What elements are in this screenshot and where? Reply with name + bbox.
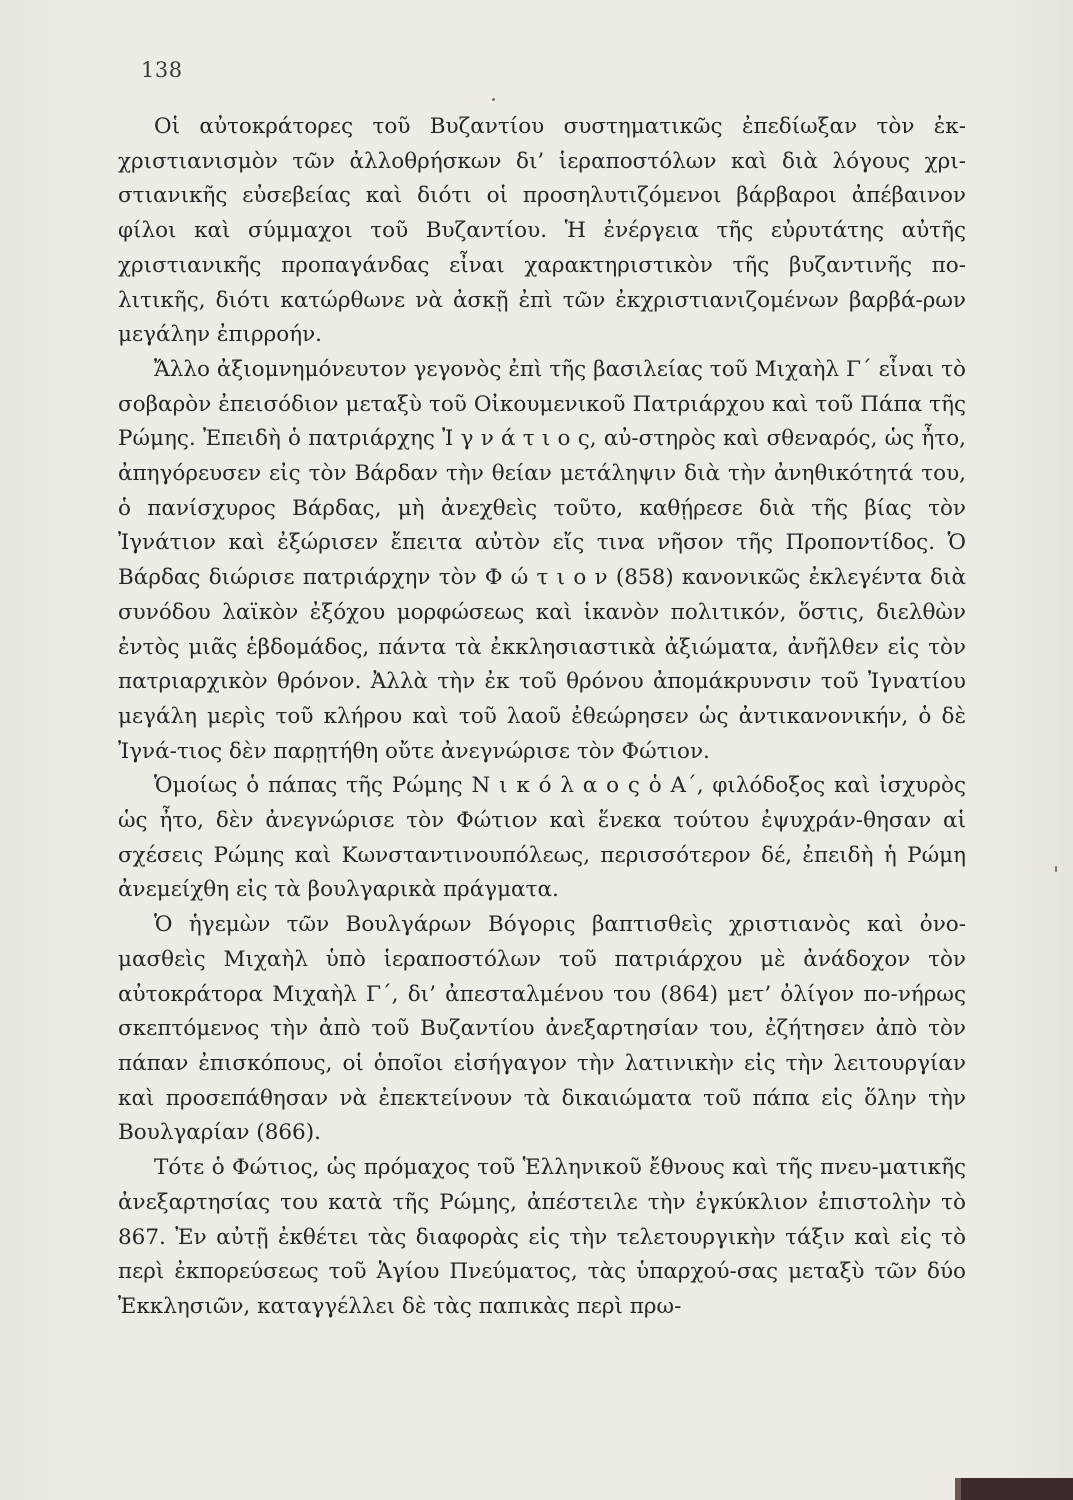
ink-speck [492, 98, 495, 101]
paragraph-byzantine-christianization: Οἱ αὐτοκράτορες τοῦ Βυζαντίου συστηματικῶς ἐπεδίωξαν τὸν ἐκ-χριστιανισμὸν τῶν ἀλλοθρήσκων δι’ ἱεραποστόλων καὶ διὰ λόγους χρι-στιανικῆς εὐσεβείας καὶ διότι οἱ προσηλυτιζόμενοι βάρβαροι ἀπέβαινον φίλοι καὶ σύμμαχοι τοῦ Βυζαντίου. Ἡ ἐνέργεια τῆς εὐρυτάτης αὐτῆς χριστιανικῆς προπαγάνδας εἶναι χαρακτηριστικὸν τῆς βυζαντινῆς πο-λιτικῆς, διότι κατώρθωνε νὰ ἀσκῇ ἐπὶ τῶν ἐκχριστιανιζομένων βαρβά-ρων μεγάλην ἐπιρροήν. [118, 114, 966, 348]
body-text [118, 110, 966, 1325]
page-number: 138 [141, 58, 183, 82]
paragraph-bulgarian-ruler: Ὁ ἡγεμὼν τῶν Βουλγάρων Βόγορις βαπτισθεὶς χριστιανὸς καὶ ὀνο-μασθεὶς Μιχαὴλ ὑπὸ ἱεραποστόλων τοῦ πατριάρχου μὲ ἀνάδοχον τὸν αὐτοκράτορα Μιχαὴλ Γ´, δι’ ἀπεσταλμένου του (864) μετ’ ὀλίγον πο-νήρως σκεπτόμενος τὴν ἀπὸ τοῦ Βυζαντίου ἀνεξαρτησίαν του, ἐζήτησεν ἀπὸ τὸν πάπαν ἐπισκόπους, οἱ ὁποῖοι εἰσήγαγον τὴν λατινικὴν εἰς τὴν λειτουργίαν καὶ προσεπάθησαν νὰ ἐπεκτείνουν τὰ δικαιώματα τοῦ πάπα εἰς ὅλην τὴν Βουλγαρίαν (866). [118, 912, 966, 1146]
scan-edge-bar [961, 1478, 1073, 1500]
paragraph-pope-nicholas: Ὁμοίως ὁ πάπας τῆς Ρώμης Ν ι κ ό λ α ο ς ὁ Α´, φιλόδοξος καὶ ἰσχυρὸς ὡς ἦτο, δὲν ἀνεγνώρισε τὸν Φώτιον καὶ ἕνεκα τούτου ἐψυχράν-θησαν αἱ σχέσεις Ρώμης καὶ Κωνσταντινουπόλεως, περισσότερον δέ, ἐπειδὴ ἡ Ρώμη ἀνεμείχθη εἰς τὰ βουλγαρικὰ πράγματα. [118, 773, 966, 903]
margin-mark [1055, 866, 1057, 872]
paragraph-encyclical: Τότε ὁ Φώτιος, ὡς πρόμαχος τοῦ Ἑλληνικοῦ ἔθνους καὶ τῆς πνευ-ματικῆς ἀνεξαρτησίας του κατὰ τῆς Ρώμης, ἀπέστειλε τὴν ἐγκύκλιον ἐπιστολὴν τὸ 867. Ἐν αὐτῇ ἐκθέτει τὰς διαφορὰς εἰς τὴν τελετουργικὴν τάξιν καὶ εἰς τὸ περὶ ἐκπορεύσεως τοῦ Ἁγίου Πνεύματος, τὰς ὑπαρχού-σας μεταξὺ τῶν δύο Ἐκκλησιῶν, καταγγέλλει δὲ τὰς παπικὰς περὶ πρω- [118, 1155, 966, 1319]
paragraph-ignatius-photius: Ἄλλο ἀξιομνημόνευτον γεγονὸς ἐπὶ τῆς βασιλείας τοῦ Μιχαὴλ Γ´ εἶναι τὸ σοβαρὸν ἐπεισόδιον μεταξὺ τοῦ Οἰκουμενικοῦ Πατριάρχου καὶ τοῦ Πάπα τῆς Ρώμης. Ἐπειδὴ ὁ πατριάρχης Ἰ γ ν ά τ ι ο ς, αὐ-στηρὸς καὶ σθεναρός, ὡς ἦτο, ἀπηγόρευσεν εἰς τὸν Βάρδαν τὴν θείαν μετάληψιν διὰ τὴν ἀνηθικότητά του, ὁ πανίσχυρος Βάρδας, μὴ ἀνεχθεὶς τοῦτο, καθῄρεσε διὰ τῆς βίας τὸν Ἰγνάτιον καὶ ἐξώρισεν ἔπειτα αὐτὸν εἴς τινα νῆσον τῆς Προποντίδος. Ὁ Βάρδας διώρισε πατριάρχην τὸν Φ ώ τ ι ο ν (858) κανονικῶς ἐκλεγέντα διὰ συνόδου λαϊκὸν ἐξόχου μορφώσεως καὶ ἱκανὸν πολιτικόν, ὅστις, διελθὼν ἐντὸς μιᾶς ἑβδομάδος, πάντα τὰ ἐκκλησιαστικὰ ἀξιώματα, ἀνῆλθεν εἰς τὸν πατριαρχικὸν θρόνον. Ἀλλὰ τὴν ἐκ τοῦ θρόνου ἀπομάκρυνσιν τοῦ Ἰγνατίου μεγάλη μερὶς τοῦ κλήρου καὶ τοῦ λαοῦ ἐθεώρησεν ὡς ἀντικανονικήν, ὁ δὲ Ἰγνά-τιος δὲν παρῃτήθη οὔτε ἀνεγνώρισε τὸν Φώτιον. [118, 356, 966, 764]
